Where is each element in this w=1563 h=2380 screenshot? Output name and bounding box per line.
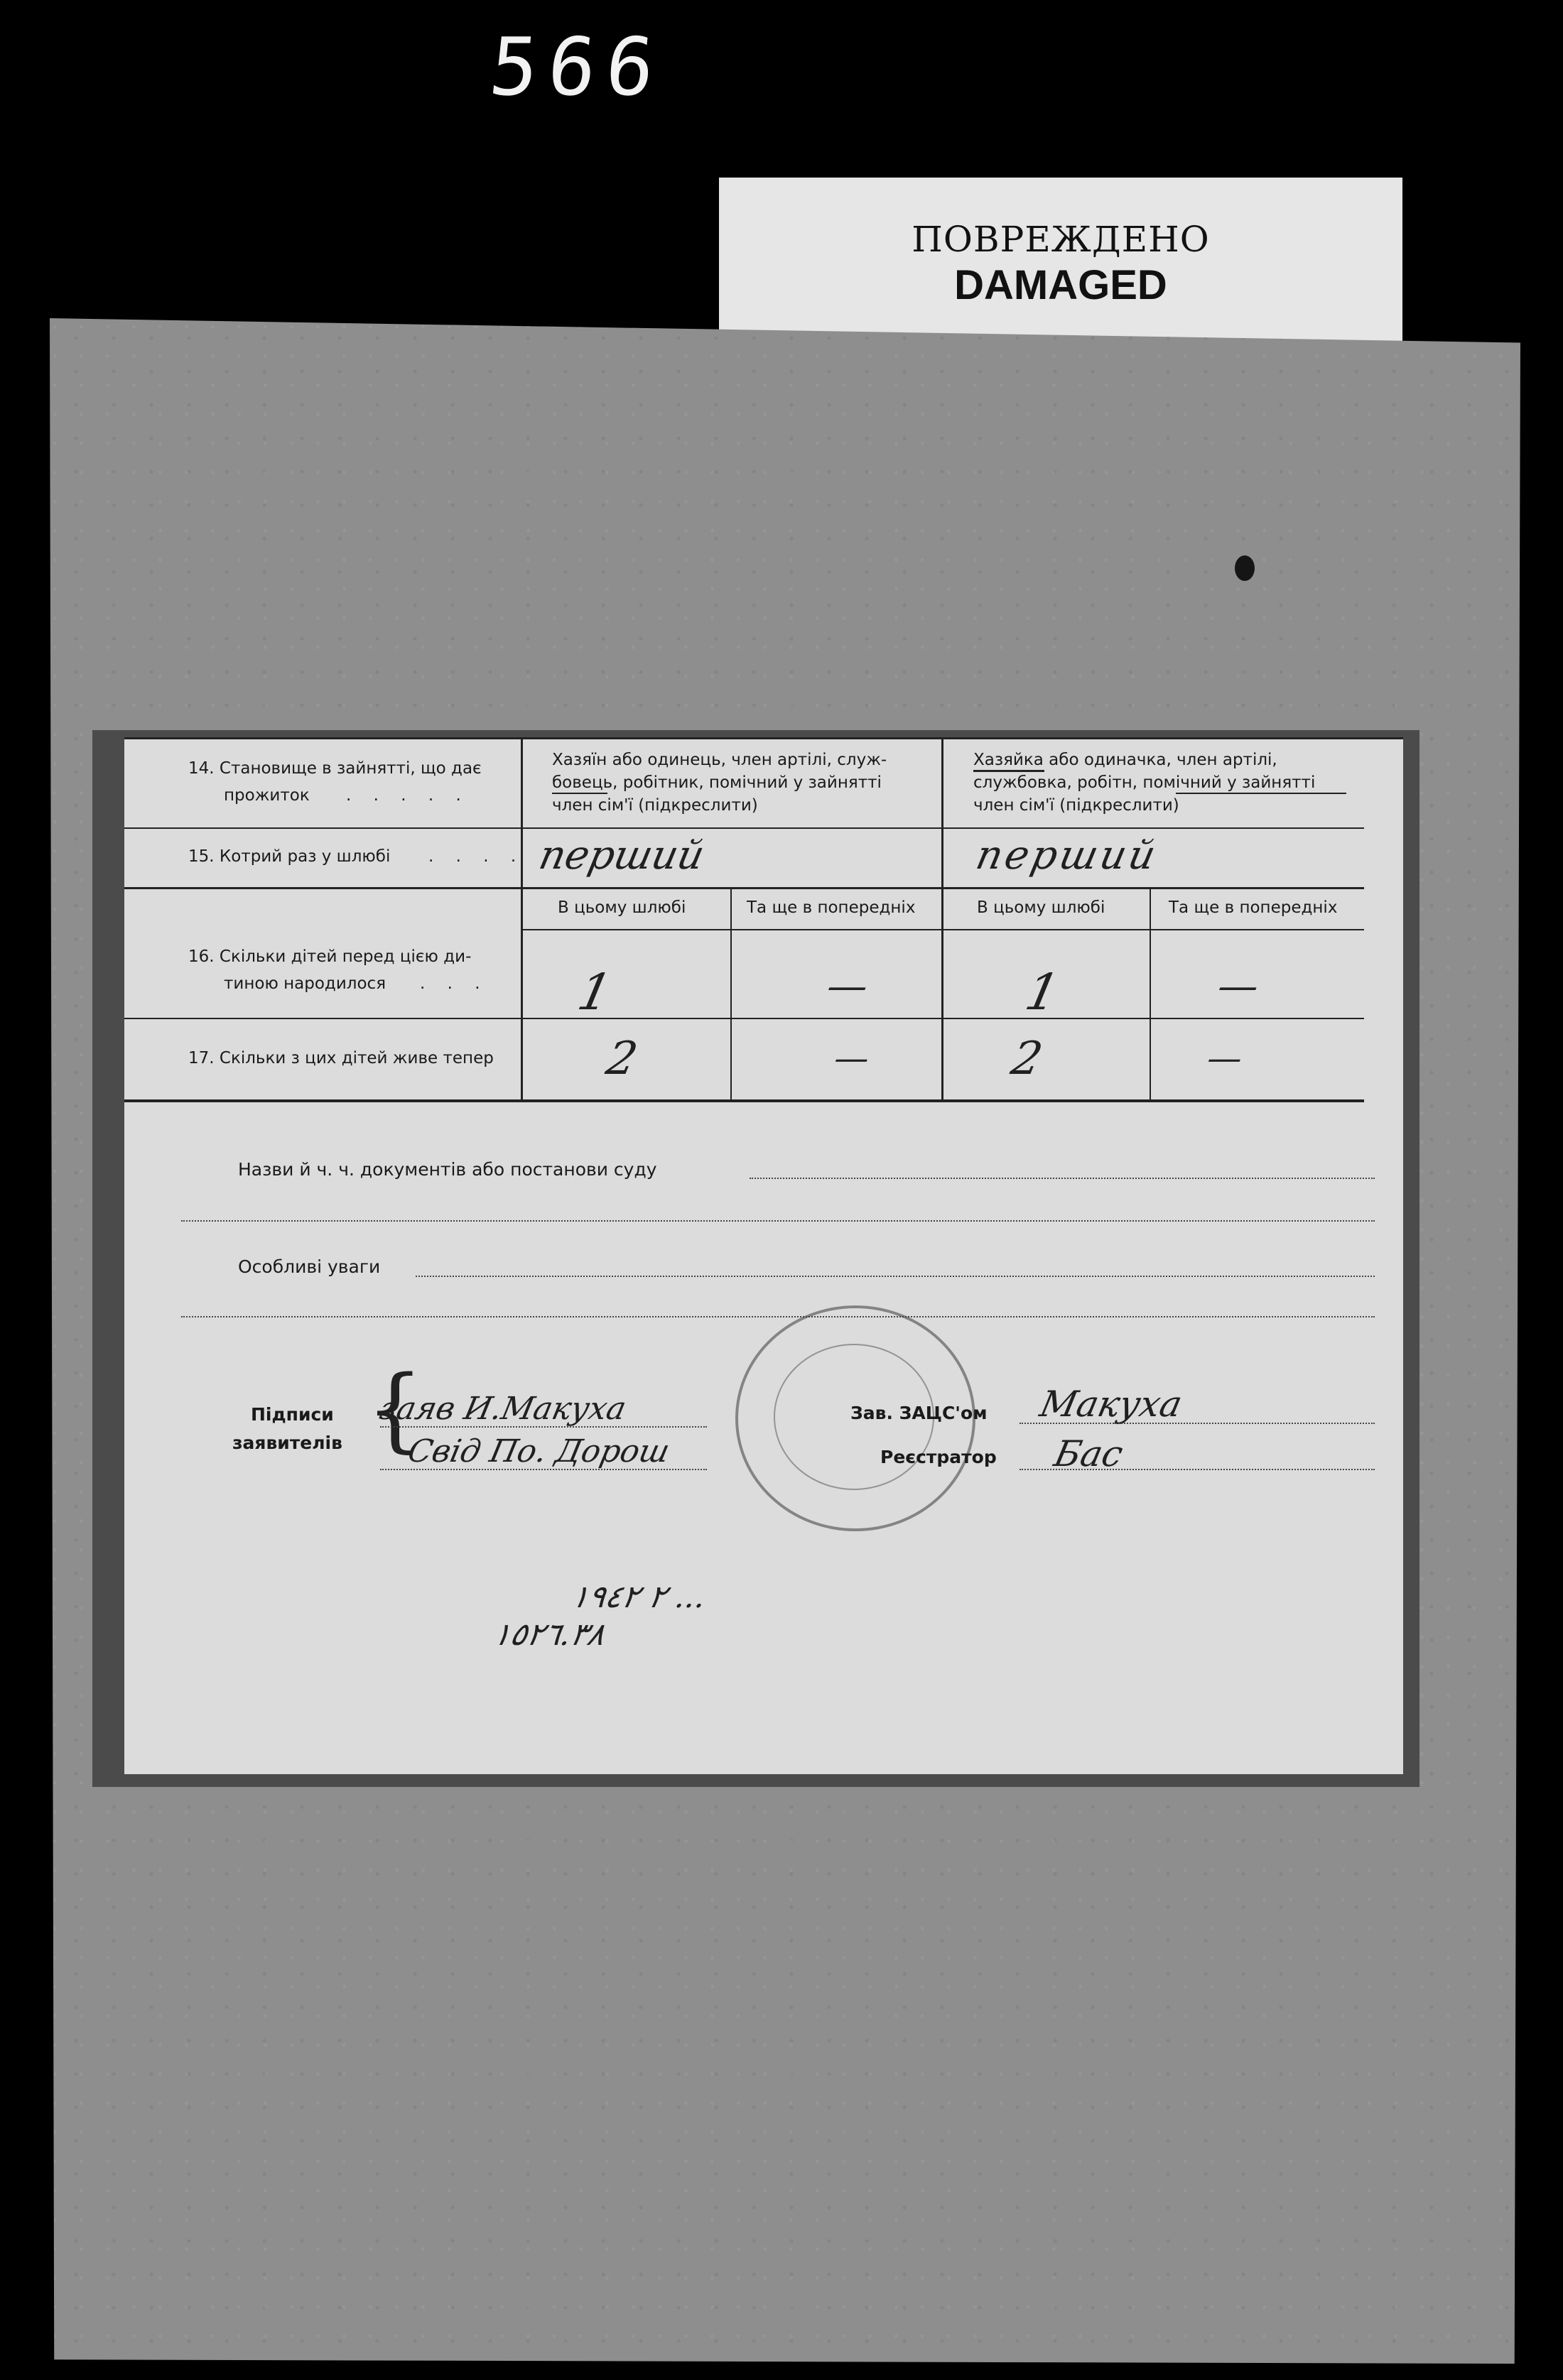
row-rule-16: [124, 1018, 1364, 1019]
documents-label: Назви й ч. ч. документів або постанови суду: [238, 1159, 657, 1180]
board-stain: [1235, 555, 1255, 581]
documents-dotted-line-1: [750, 1178, 1375, 1179]
applicants-label-line2: заявителів: [232, 1433, 342, 1453]
q14-label-line2: прожиток: [224, 786, 310, 805]
registration-form-card: [124, 737, 1403, 1774]
row-rule-15: [124, 887, 1364, 889]
q16-label-line1: 16. Скільки дітей перед цією ди-: [188, 947, 472, 966]
q14-col-b-line3: член сім'ї (підкреслити): [973, 796, 1179, 815]
q14-col-b-underline1: [973, 770, 1044, 772]
col-divider-sub-b: [1150, 889, 1151, 1101]
q14-label-line1: 14. Становище в зайнятті, що дає: [188, 759, 482, 778]
q16-value-this-a: 1: [573, 963, 617, 1021]
q15-leader-dots: . . . .: [428, 847, 525, 866]
handwritten-note-line1: ٢ ١٩٤٢ ...: [568, 1579, 710, 1615]
head-signature: Макуха: [1036, 1384, 1186, 1425]
frame-number: 566: [485, 21, 669, 114]
applicant-1-signature: заяв И.Макуха: [376, 1391, 629, 1427]
remarks-label: Особливі уваги: [238, 1256, 381, 1277]
q14-col-a-line2: бовець, робітник, помічний у зайнятті: [552, 773, 882, 792]
registrar-label: Реєстратор: [880, 1447, 997, 1467]
q15-answer-bride: перший: [972, 832, 1163, 879]
subheader-previous-a: Та ще в попередніх: [747, 898, 916, 917]
applicant-2-signature: Свід По. Дорош: [404, 1433, 674, 1469]
table-top-rule: [124, 737, 1403, 739]
remarks-dotted-line-1: [416, 1276, 1375, 1277]
head-label: Зав. ЗАЦС'ом: [850, 1403, 988, 1423]
q15-label: 15. Котрий раз у шлюбі: [188, 847, 391, 866]
q17-label: 17. Скільки з цих дітей живе тепер: [188, 1049, 494, 1067]
q16-leader-dots: . . .: [420, 974, 489, 993]
row-rule-14: [124, 827, 1364, 829]
q15-answer-groom: перший: [535, 832, 709, 879]
damaged-label-en: DAMAGED: [954, 262, 1167, 308]
q16-label-line2: тиною народилося: [224, 974, 386, 993]
damaged-label-card: [719, 178, 1402, 345]
col-divider-1: [521, 737, 523, 1101]
damaged-label-ru: ПОВРЕЖДЕНО: [912, 219, 1210, 260]
registrar-signature: Бас: [1050, 1433, 1127, 1474]
handwritten-note-line2: ١٥٢٦.٣٨: [490, 1616, 609, 1653]
q16-value-this-b: 1: [1020, 963, 1065, 1021]
registrar-dotted-line: [1020, 1469, 1375, 1470]
q17-value-previous-b: —: [1204, 1038, 1246, 1078]
q16-value-previous-a: —: [823, 963, 872, 1009]
q14-col-a-line1: Хазяїн або одинець, член артілі, служ-: [552, 751, 887, 769]
subheader-this-marriage-a: В цьому шлюбі: [558, 898, 686, 917]
applicant-2-dotted-line: [380, 1469, 707, 1470]
col-divider-2: [941, 737, 943, 1101]
q14-col-b-underline2: [1176, 793, 1346, 794]
q14-col-b-line1: Хазяйка або одиначка, член артілі,: [973, 751, 1277, 769]
q14-col-a-underline: [552, 793, 607, 794]
subheader-this-marriage-b: В цьому шлюбі: [977, 898, 1105, 917]
q14-col-a-line3: член сім'ї (підкреслити): [552, 796, 758, 815]
q17-value-this-a: 2: [602, 1033, 642, 1085]
table-bottom-rule: [124, 1099, 1364, 1102]
applicants-label-line1: Підписи: [251, 1404, 334, 1425]
documents-dotted-line-2: [181, 1220, 1375, 1222]
q14-col-b-line2: службовка, робітн, помічний у зайнятті: [973, 773, 1316, 792]
subheader-previous-b: Та ще в попередніх: [1169, 898, 1338, 917]
q17-value-this-b: 2: [1007, 1033, 1047, 1085]
col-divider-sub-a: [730, 889, 732, 1101]
q16-value-previous-b: —: [1213, 963, 1263, 1009]
remarks-dotted-line-2: [181, 1316, 1375, 1317]
q17-value-previous-a: —: [831, 1038, 873, 1078]
q14-leader-dots: . . . . .: [346, 786, 470, 805]
applicants-brace: {: [366, 1357, 424, 1462]
head-dotted-line: [1020, 1423, 1375, 1424]
applicant-1-dotted-line: [380, 1426, 707, 1428]
